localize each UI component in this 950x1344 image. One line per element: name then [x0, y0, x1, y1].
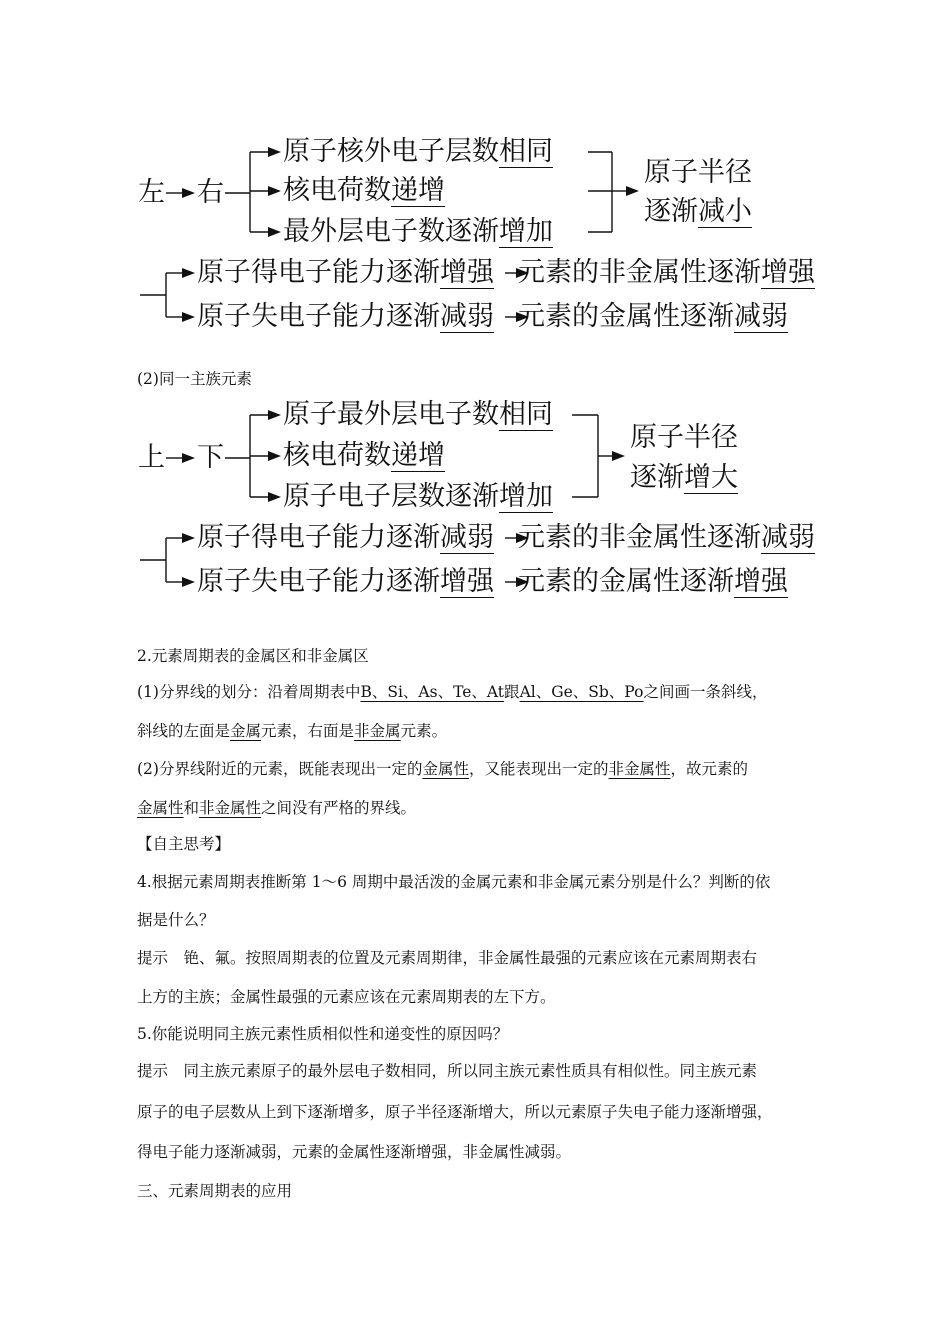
- diagram1-branch1: 原子核外电子层数相同: [283, 136, 553, 167]
- diagram2-branch3: 原子电子层数逐渐增加: [283, 481, 553, 512]
- diagram1-result-line2: 逐渐减小: [644, 196, 752, 227]
- diagram2-top: 上: [138, 442, 165, 473]
- section3-title: 三、元素周期表的应用: [137, 1182, 293, 1200]
- diagram2-result-line2: 逐渐增大: [630, 462, 738, 493]
- section2-p2: 斜线的左面是金属元素，右面是非金属元素。: [137, 722, 448, 740]
- diagram2-branch1: 原子最外层电子数相同: [283, 399, 553, 430]
- section2-title: 2.元素周期表的金属区和非金属区: [137, 647, 369, 665]
- answer-4-line1: 提示 铯、氟。按照周期表的位置及元素周期律，非金属性最强的元素应该在元素周期表右: [137, 949, 758, 967]
- answer-5-line2: 原子的电子层数从上到下逐渐增多，原子半径逐渐增大，所以元素原子失电子能力逐渐增强，: [137, 1103, 773, 1121]
- answer-5-line1: 提示 同主族元素原子的最外层电子数相同，所以同主族元素性质具有相似性。同主族元素: [137, 1062, 758, 1080]
- think-title: 【自主思考】: [137, 835, 231, 853]
- section2-p3: (2)分界线附近的元素，既能表现出一定的金属性，又能表现出一定的非金属性，故元素的: [137, 760, 749, 778]
- question-4-line1: 4.根据元素周期表推断第 1～6 周期中最活泼的金属元素和非金属元素分别是什么？判断的依: [137, 873, 771, 891]
- diagram2-branch2: 核电荷数递增: [283, 440, 445, 471]
- diagram1-left: 左: [138, 177, 165, 208]
- diagram1-row5: 原子失电子能力逐渐减弱 元素的金属性逐渐减弱: [197, 301, 788, 332]
- question-5: 5.你能说明同主族元素性质相似性和递变性的原因吗？: [137, 1025, 509, 1043]
- section2-p1: (1)分界线的划分：沿着周期表中B、Si、As、Te、At跟Al、Ge、Sb、Po之间画一条斜线，: [137, 683, 768, 701]
- answer-4-line2: 上方的主族；金属性最强的元素应该在元素周期表的左下方。: [137, 988, 556, 1006]
- diagram2-result-line1: 原子半径: [630, 422, 738, 453]
- diagram1-branch2: 核电荷数递增: [283, 175, 445, 206]
- question-4-line2: 据是什么？: [137, 911, 215, 929]
- diagram2-row5: 原子失电子能力逐渐增强 元素的金属性逐渐增强: [197, 566, 788, 597]
- diagram2-bottom: 下: [197, 442, 224, 473]
- diagram1-result-line1: 原子半径: [644, 157, 752, 188]
- section2-p4: 金属性和非金属性之间没有严格的界线。: [137, 799, 417, 817]
- group-heading: (2)同一主族元素: [137, 370, 252, 388]
- diagram1-row4: 原子得电子能力逐渐增强 元素的非金属性逐渐增强: [197, 257, 815, 288]
- diagram2-row4: 原子得电子能力逐渐减弱 元素的非金属性逐渐减弱: [197, 522, 815, 553]
- diagram1-right: 右: [197, 177, 224, 208]
- diagram1-branch3: 最外层电子数逐渐增加: [283, 216, 553, 247]
- answer-5-line3: 得电子能力逐渐减弱，元素的金属性逐渐增强，非金属性减弱。: [137, 1143, 572, 1161]
